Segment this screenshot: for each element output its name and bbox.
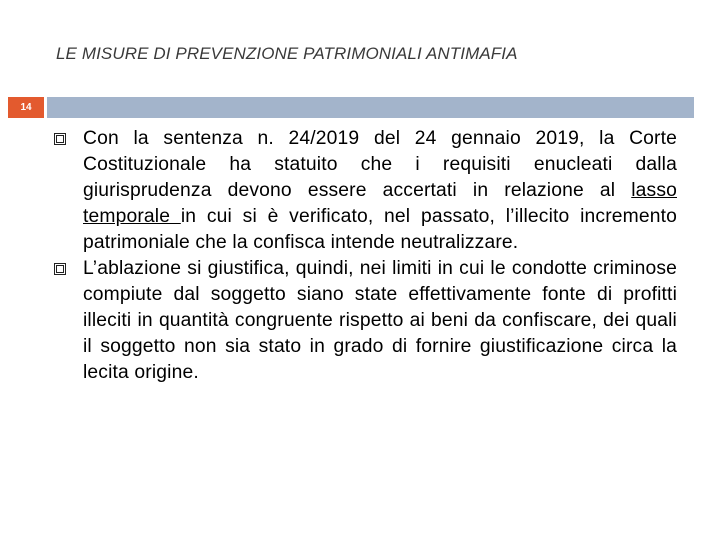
slide-title: LE MISURE DI PREVENZIONE PATRIMONIALI ANTIMAFIA xyxy=(56,44,518,63)
bullet-item xyxy=(50,256,690,386)
bullet-text: L’ablazione si giustifica, quindi, nei limiti in cui le condotte criminose compiute dal soggetto siano state effettivamente fonte di profitti illeciti in quantità congruente rispetto ai beni da confiscare, dei quali il soggetto non sia stato in grado di fornire giustificazione circa la lecita origine. xyxy=(83,258,677,383)
bullet-item xyxy=(50,126,690,256)
square-bullet-icon xyxy=(54,133,66,145)
underlined-phrase: lasso temporale xyxy=(83,180,677,227)
bullet-list xyxy=(50,126,690,386)
header-bar xyxy=(47,97,694,118)
bullet-text: Con la sentenza n. 24/2019 del 24 gennaio 2019, la Corte Costituzionale ha statuito che i requisiti enucleati dalla giurisprudenza devono essere accertati in relazione al lasso temporale in cui si è verificato, nel passato, l’illecito incremento patrimoniale che la confisca intende neutralizzare. xyxy=(83,128,677,253)
slide-number-badge: 14 xyxy=(8,97,44,118)
square-bullet-icon xyxy=(54,263,66,275)
